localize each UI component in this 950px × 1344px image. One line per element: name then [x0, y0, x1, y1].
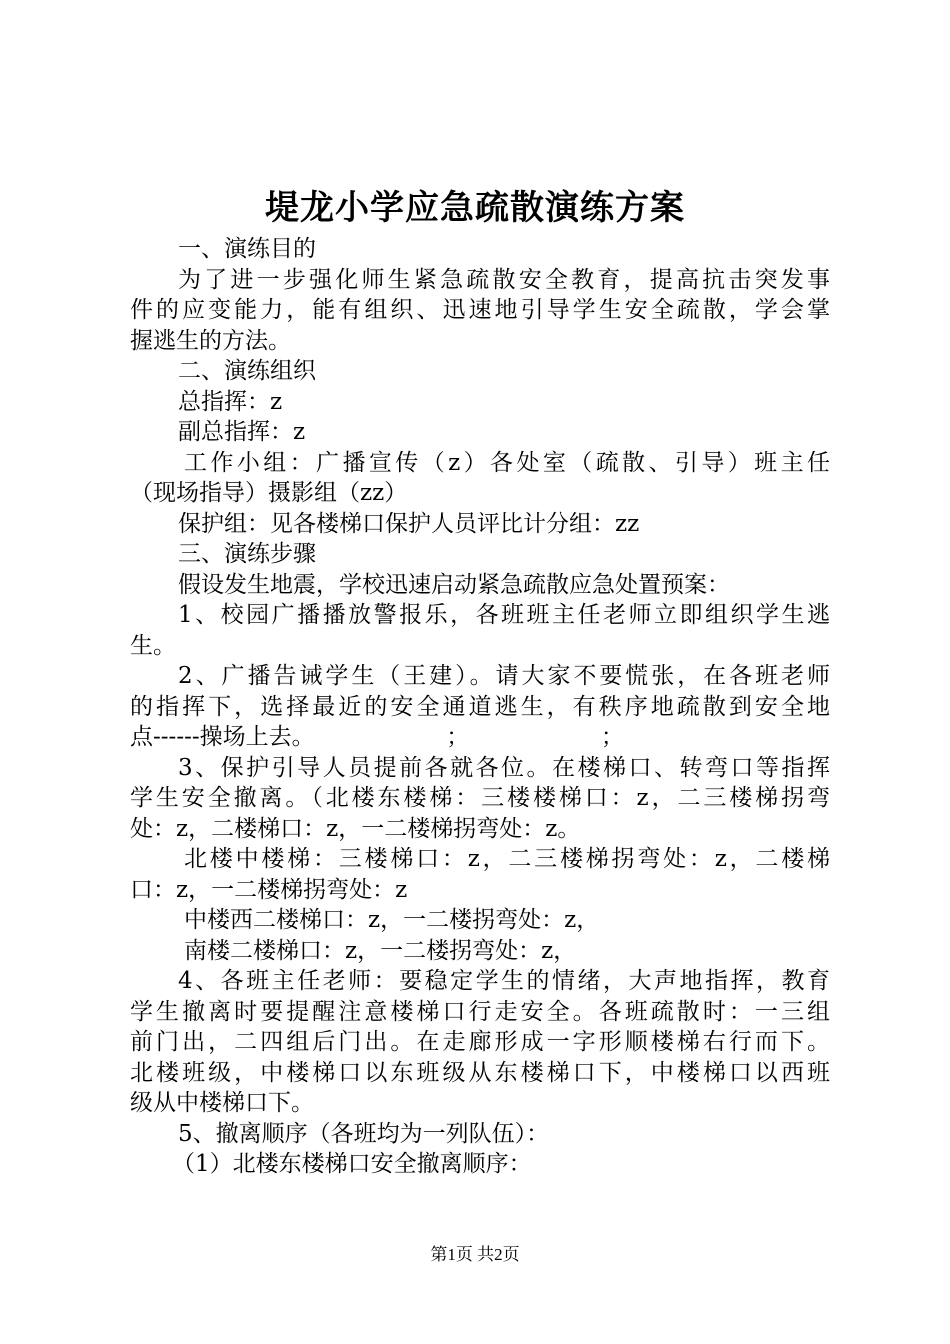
section-heading: 三、演练步骤 — [178, 541, 316, 567]
paragraph-line: 的指挥下，选择最近的安全通道逃生，有秩序地疏散到安全地 — [130, 693, 830, 720]
section-heading: 二、演练组织 — [178, 358, 316, 384]
paragraph-line: 前门出，二四组后门出。在走廊形成一字形顺楼梯右行而下。 — [130, 1029, 830, 1055]
paragraph-line: 1、校园广播播放警报乐，各班班主任老师立即组织学生逃 — [178, 602, 830, 628]
page-footer: 第1页 共2页 — [430, 1245, 520, 1264]
paragraph-line: 级从中楼梯口下。 — [130, 1090, 314, 1116]
document-body — [130, 234, 830, 1180]
paragraph-line: 北楼中楼梯：三楼梯口：z，二三楼梯拐弯处：z，二楼梯 — [184, 846, 830, 872]
paragraph-line: 南楼二楼梯口：z，一二楼拐弯处：z， — [184, 937, 577, 964]
paragraph-line: 工作小组：广播宣传（z）各处室（疏散、引导）班主任 — [184, 449, 830, 476]
paragraph-line: 5、撤离顺序（各班均为一列队伍）： — [178, 1120, 550, 1147]
paragraph-line: 学生撤离时要提醒注意楼梯口行走安全。各班疏散时：一三组 — [130, 998, 830, 1025]
paragraph-line: 握逃生的方法。 — [130, 327, 291, 354]
paragraph-line: （现场指导）摄影组（zz） — [130, 480, 408, 506]
paragraph-line: 副总指挥：z — [178, 419, 306, 445]
paragraph-line: 4、各班主任老师：要稳定学生的情绪，大声地指挥，教育 — [178, 968, 830, 994]
document-title: 堤龙小学应急疏散演练方案 — [265, 188, 685, 228]
paragraph-line: 生。 — [130, 632, 176, 659]
paragraph-line: 为了进一步强化师生紧急疏散安全教育，提高抗击突发事 — [178, 266, 830, 293]
paragraph-line: 口：z，一二楼梯拐弯处：z — [130, 876, 408, 903]
paragraph-line: 处：z，二楼梯口：z，一二楼梯拐弯处：z。 — [130, 815, 581, 842]
section-heading: 一、演练目的 — [178, 236, 316, 262]
paragraph-line: 中楼西二楼梯口：z，一二楼拐弯处：z， — [184, 907, 600, 933]
paragraph-line: 学生安全撤离。（北楼东楼梯：三楼楼梯口：z，二三楼梯拐弯 — [130, 785, 830, 811]
paragraph-line: （1）北楼东楼梯口安全撤离顺序： — [172, 1151, 532, 1177]
paragraph-line: 件的应变能力，能有组织、迅速地引导学生安全疏散，学会掌 — [130, 297, 830, 323]
paragraph-line: 北楼班级，中楼梯口以东班级从东楼梯口下，中楼梯口以西班 — [130, 1059, 830, 1086]
paragraph-line: 点------操场上去。 ； ； — [130, 724, 624, 750]
paragraph-line: 假设发生地震，学校迅速启动紧急疏散应急处置预案： — [178, 571, 730, 598]
paragraph-line: 3、保护引导人员提前各就各位。在楼梯口、转弯口等指挥 — [178, 754, 830, 781]
paragraph-line: 2、广播告诫学生（王建）。请大家不要慌张，在各班老师 — [178, 663, 830, 689]
paragraph-line: 保护组：见各楼梯口保护人员评比计分组：zz — [178, 510, 640, 537]
paragraph-line: 总指挥：z — [178, 388, 283, 415]
